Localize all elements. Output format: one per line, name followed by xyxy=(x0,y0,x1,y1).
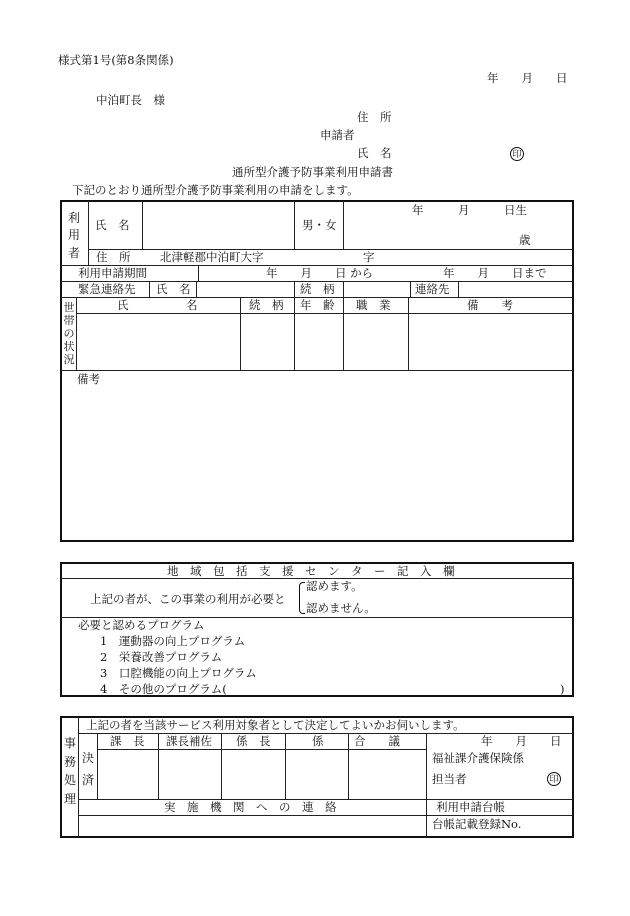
program-item[interactable]: 2 栄養改善プログラム xyxy=(100,650,223,664)
staff-label: 担当者 xyxy=(432,772,467,786)
period-from[interactable]: 年 月 日 から xyxy=(266,266,374,280)
age-field[interactable]: 歳 xyxy=(519,233,531,247)
household-col-notes: 備 考 xyxy=(467,298,513,312)
aza-label: 字 xyxy=(363,250,375,264)
liaison-label: 実 施 機 関 へ の 連 絡 xyxy=(164,800,337,814)
program-item-other[interactable]: 4 その他のプログラム( xyxy=(100,682,227,696)
brace-icon xyxy=(299,582,305,614)
header-date: 年 月 日 xyxy=(487,71,568,85)
close-paren: ) xyxy=(560,682,565,696)
period-to[interactable]: 年 月 日まで xyxy=(443,266,547,280)
seal-icon: 印 xyxy=(547,772,561,786)
user-side-label: 利 用 者 xyxy=(67,211,80,260)
center-statement: 上記の者が、この事業の利用が必要と xyxy=(90,592,286,606)
household-col-relation: 続 柄 xyxy=(249,298,284,312)
intro-text: 下記のとおり通所型介護予防事業利用の申請をします。 xyxy=(72,183,359,197)
office-header: 上記の者を当該サービス利用対象者として決定してよいかお伺いします。 xyxy=(86,718,465,732)
emergency-name-label: 氏 名 xyxy=(156,282,191,296)
ledger-number[interactable]: 台帳記載登録No. xyxy=(432,817,522,831)
col-staff: 係 xyxy=(312,734,324,748)
user-address-value[interactable]: 北津軽郡中泊町大字 xyxy=(160,250,264,264)
household-col-occupation: 職 業 xyxy=(356,298,391,312)
programs-label: 必要と認めるプログラム xyxy=(78,618,205,632)
remarks-label: 備考 xyxy=(77,372,100,386)
col-section-chief: 課 長 xyxy=(110,734,145,748)
program-item[interactable]: 3 口腔機能の向上プログラム xyxy=(100,666,257,680)
applicant-info-box xyxy=(60,200,574,542)
emergency-label: 緊急連絡先 xyxy=(78,282,136,296)
user-name-label: 氏 名 xyxy=(95,218,130,232)
emergency-contact-label: 連絡先 xyxy=(415,282,450,296)
applicant-name-label: 氏 名 xyxy=(357,146,392,160)
user-address-label: 住 所 xyxy=(96,250,131,264)
emergency-relation-label: 続 柄 xyxy=(300,282,335,296)
applicant-label: 申請者 xyxy=(320,128,355,142)
applicant-address-label: 住 所 xyxy=(357,110,392,124)
period-label: 利用申請期間 xyxy=(78,266,147,280)
household-col-age: 年 齢 xyxy=(300,298,335,312)
gender-field[interactable]: 男・女 xyxy=(302,218,337,232)
addressee: 中泊町長 様 xyxy=(96,93,165,107)
household-col-name: 氏 名 xyxy=(117,298,198,312)
form-title: 通所型介護予防事業利用申請書 xyxy=(232,165,393,179)
birth-date-field[interactable]: 年 月 日生 xyxy=(412,203,527,217)
col-unit-chief: 係 長 xyxy=(236,734,271,748)
program-item[interactable]: 1 運動器の向上プログラム xyxy=(100,634,246,648)
seal-icon: 印 xyxy=(510,147,524,161)
dept-name: 福祉課介護保険係 xyxy=(432,751,524,765)
form-number: 様式第1号(第8条関係) xyxy=(58,53,174,67)
center-title: 地 域 包 括 支 援 セ ン タ ー 記 入 欄 xyxy=(167,564,455,578)
option-approve[interactable]: 認めます。 xyxy=(306,579,363,593)
col-assistant-chief: 課長補佐 xyxy=(166,734,212,748)
option-reject[interactable]: 認めません。 xyxy=(306,601,376,615)
office-date[interactable]: 年 月 日 xyxy=(481,734,562,748)
household-side-label: 世 帯 の 状 況 xyxy=(63,301,75,366)
decision-label: 決 済 xyxy=(81,751,94,787)
office-side-label: 事 務 処 理 xyxy=(63,736,76,806)
ledger-label: 利用申請台帳 xyxy=(436,800,505,814)
col-consultation: 合 議 xyxy=(354,734,400,748)
